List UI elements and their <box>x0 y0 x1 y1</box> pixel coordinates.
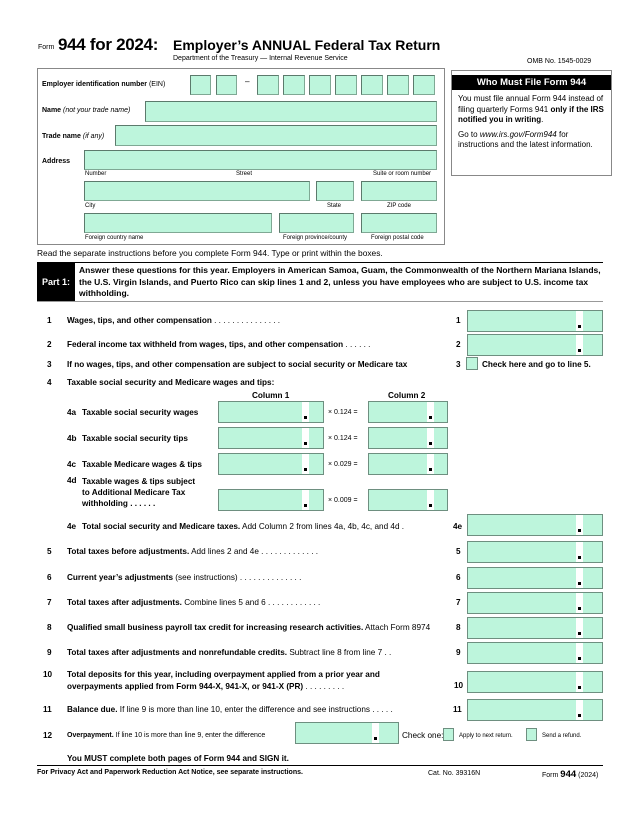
line-1-amount-input[interactable] <box>467 310 603 332</box>
form-number: 944 for 2024: <box>58 35 159 54</box>
check-one-label: Check one: <box>402 731 444 740</box>
decimal-point <box>304 416 307 419</box>
decimal-point <box>578 325 581 328</box>
state-input[interactable] <box>316 181 354 201</box>
line-box-number: 1 <box>456 316 461 325</box>
line-10-amount-input[interactable] <box>467 671 603 693</box>
read-instructions: Read the separate instructions before you complete Form 944. Type or print within the boxes. <box>37 248 383 258</box>
line10-box-number: 10 <box>454 681 464 690</box>
line-number: 8 <box>47 623 52 632</box>
ein-digit-4[interactable] <box>283 75 305 95</box>
ein-label: Employer identification number (EIN) <box>42 81 166 88</box>
name-label: Name (not your trade name) <box>42 107 131 114</box>
divider <box>37 262 603 263</box>
foreign-country-input[interactable] <box>84 213 272 233</box>
line-4d-column2-input[interactable] <box>368 489 448 511</box>
ein-digit-5[interactable] <box>309 75 331 95</box>
apply-label: Apply to next return. <box>459 733 513 739</box>
cents-separator <box>576 568 583 588</box>
line-2-amount-input[interactable] <box>467 334 603 356</box>
foreign-postal-label: Foreign postal code <box>371 235 424 241</box>
decimal-point <box>578 657 581 660</box>
street-label: Street <box>236 171 253 177</box>
divider <box>37 765 603 766</box>
trade-name-label: Trade name (if any) <box>42 133 105 140</box>
line-box-number: 6 <box>456 573 461 582</box>
ein-digit-7[interactable] <box>361 75 383 95</box>
ein-digit-9[interactable] <box>413 75 435 95</box>
line-4c-column1-input[interactable] <box>218 453 324 475</box>
line3-box-number: 3 <box>456 360 461 369</box>
cents-separator <box>372 723 379 743</box>
cents-separator <box>576 618 583 638</box>
line-5-amount-input[interactable] <box>467 541 603 563</box>
decimal-point <box>578 686 581 689</box>
line-box-number: 7 <box>456 598 461 607</box>
line-12-overpayment-input[interactable] <box>295 722 399 744</box>
foreign-province-label: Foreign province/county <box>283 235 348 241</box>
line-text: Wages, tips, and other compensation . . . . . . . . . . . . . . . <box>67 316 281 325</box>
decimal-point <box>374 737 377 740</box>
line-4b-label: Taxable social security tips <box>82 434 188 443</box>
line-text: Total taxes after adjustments. Combine lines 5 and 6 . . . . . . . . . . . . <box>67 598 321 607</box>
cents-separator <box>427 402 434 422</box>
street-address-input[interactable] <box>84 150 437 170</box>
city-input[interactable] <box>84 181 310 201</box>
line-number: 6 <box>47 573 52 582</box>
decimal-point <box>429 442 432 445</box>
cents-separator <box>576 515 583 535</box>
zip-input[interactable] <box>361 181 437 201</box>
cents-separator <box>302 454 309 474</box>
line4e-box-number: 4e <box>453 522 463 531</box>
foreign-postal-input[interactable] <box>361 213 437 233</box>
line3-text: If no wages, tips, and other compensation are subject to social security or Medicare tax <box>67 360 408 369</box>
line-4a-id: 4a <box>67 408 77 417</box>
line-text: Total taxes before adjustments. Add lines 2 and 4e . . . . . . . . . . . . . <box>67 547 319 556</box>
decimal-point <box>578 632 581 635</box>
cents-separator <box>576 643 583 663</box>
ein-digit-8[interactable] <box>387 75 409 95</box>
who-must-file-link-text: Go to www.irs.gov/Form944 for instructions and the latest information. <box>458 129 593 149</box>
who-must-file-title: Who Must File Form 944 <box>452 75 611 90</box>
line-box-number: 8 <box>456 623 461 632</box>
refund-label: Send a refund. <box>542 733 582 739</box>
decimal-point <box>578 529 581 532</box>
decimal-point <box>429 416 432 419</box>
line-4a-column1-input[interactable] <box>218 401 324 423</box>
line-text: Balance due. If line 9 is more than line 10, enter the difference and see instructions . . . . . <box>67 705 393 714</box>
catalog-number: Cat. No. 39316N <box>428 770 481 777</box>
line-9-amount-input[interactable] <box>467 642 603 664</box>
decimal-point <box>578 582 581 585</box>
line-text: Qualified small business payroll tax credit for increasing research activities. Attach Form 8974 <box>67 623 431 632</box>
cents-separator <box>576 335 583 355</box>
irs-link[interactable]: www.irs.gov/Form944 <box>479 129 557 139</box>
line-4b-rate: × 0.124 = <box>328 435 358 442</box>
must-sign-notice: You MUST complete both pages of Form 944 and SIGN it. <box>67 754 289 763</box>
line-number: 9 <box>47 648 52 657</box>
line-text: Current year’s adjustments (see instructions) . . . . . . . . . . . . . . <box>67 573 302 582</box>
city-label: City <box>85 203 96 209</box>
line-4b-column1-input[interactable] <box>218 427 324 449</box>
cents-separator <box>302 490 309 510</box>
divider <box>37 301 603 302</box>
line4e-text: Total social security and Medicare taxes. Add Column 2 from lines 4a, 4b, 4c, and 4d . <box>82 522 405 531</box>
line10-text: Total deposits for this year, including overpayment applied from a prior year and overpayments applied from Form 944-X, 941-X, or 941-X (PR) . . . . . . . . . <box>67 670 380 691</box>
cents-separator <box>576 593 583 613</box>
cents-separator <box>302 402 309 422</box>
line-box-number: 11 <box>453 705 462 714</box>
line-number: 5 <box>47 547 52 556</box>
ein-digit-1[interactable] <box>190 75 211 95</box>
line3-check-label: Check here and go to line 5. <box>482 360 591 369</box>
decimal-point <box>429 504 432 507</box>
line-number: 7 <box>47 598 52 607</box>
line-number: 10 <box>43 670 53 679</box>
department: Department of the Treasury — Internal Revenue Service <box>173 55 348 62</box>
foreign-country-label: Foreign country name <box>85 235 144 241</box>
column2-header: Column 2 <box>388 391 426 400</box>
line4-text: Taxable social security and Medicare wages and tips: <box>67 378 275 387</box>
decimal-point <box>304 442 307 445</box>
line-box-number: 5 <box>456 547 461 556</box>
cents-separator <box>427 428 434 448</box>
decimal-point <box>429 468 432 471</box>
line-4a-column2-input[interactable] <box>368 401 448 423</box>
line-box-number: 2 <box>456 340 461 349</box>
line-4b-id: 4b <box>67 434 77 443</box>
line-number: 1 <box>47 316 52 325</box>
cents-separator <box>576 542 583 562</box>
line-number: 11 <box>43 705 52 714</box>
zip-label: ZIP code <box>387 203 411 209</box>
line-4b-column2-input[interactable] <box>368 427 448 449</box>
decimal-point <box>578 714 581 717</box>
line-4a-rate: × 0.124 = <box>328 409 358 416</box>
line-7-amount-input[interactable] <box>467 592 603 614</box>
line-11-amount-input[interactable] <box>467 699 603 721</box>
form-word: Form <box>38 44 55 51</box>
cents-separator <box>576 700 583 720</box>
line-number: 4 <box>47 378 52 387</box>
number-label: Number <box>85 171 107 177</box>
apply-to-next-return-checkbox[interactable] <box>443 728 454 741</box>
line4d-label: Taxable wages & tips subject to Additional Medicare Tax withholding . . . . . . <box>82 477 196 508</box>
part1-instructions: Answer these questions for this year. Employers in American Samoa, Guam, the Commonwealth of the Northern Mariana Islands, the U.S. Virgin Islands, and Puerto Rico can skip lines 1 and 2, unless you have employees who are subject to U.S. income tax withholding. <box>79 265 601 298</box>
line-4c-column2-input[interactable] <box>368 453 448 475</box>
address-label: Address <box>42 158 71 165</box>
cents-separator <box>576 672 583 692</box>
line-8-amount-input[interactable] <box>467 617 603 639</box>
ein-digit-6[interactable] <box>335 75 357 95</box>
cents-separator <box>427 454 434 474</box>
name-input[interactable] <box>145 101 437 122</box>
line3-checkbox[interactable] <box>466 357 478 370</box>
decimal-point <box>578 556 581 559</box>
line-4c-id: 4c <box>67 460 77 469</box>
suite-label: Suite or room number <box>373 171 432 177</box>
part1-label: Part 1: <box>37 263 75 301</box>
omb-number: OMB No. 1545-0029 <box>527 58 592 65</box>
ein-dash: – <box>245 77 250 86</box>
who-must-file-text: You must file annual Form 944 instead of filing quarterly Forms 941 only if the IRS notified you in writing. <box>458 94 604 124</box>
ein-digit-3[interactable] <box>257 75 279 95</box>
line-4d-rate: × 0.009 = <box>328 497 358 504</box>
cents-separator <box>576 311 583 331</box>
cents-separator <box>302 428 309 448</box>
trade-name-input[interactable] <box>115 125 437 146</box>
state-label: State <box>327 203 342 209</box>
decimal-point <box>304 468 307 471</box>
line4d-id: 4d <box>67 476 77 485</box>
column1-header: Column 1 <box>252 391 290 400</box>
decimal-point <box>578 607 581 610</box>
line-number: 2 <box>47 340 52 349</box>
footer-form-id: Form 944 (2024) <box>542 769 599 780</box>
line-text: Federal income tax withheld from wages, tips, and other compensation . . . . . . <box>67 340 371 349</box>
line4e-id: 4e <box>67 522 77 531</box>
line-4d-column1-input[interactable] <box>218 489 324 511</box>
line-box-number: 9 <box>456 648 461 657</box>
line-4c-label: Taxable Medicare wages & tips <box>82 460 202 469</box>
decimal-point <box>578 349 581 352</box>
send-refund-checkbox[interactable] <box>526 728 537 741</box>
line-6-amount-input[interactable] <box>467 567 603 589</box>
ein-digit-2[interactable] <box>216 75 237 95</box>
line-number: 3 <box>47 360 52 369</box>
line-4e-amount-input[interactable] <box>467 514 603 536</box>
line12-text: Overpayment. If line 10 is more than line 9, enter the difference <box>67 732 266 739</box>
page-title: Employer’s ANNUAL Federal Tax Return <box>173 37 441 53</box>
who-must-file-box <box>451 70 612 176</box>
line-number: 12 <box>43 731 53 740</box>
line-4c-rate: × 0.029 = <box>328 461 358 468</box>
line-text: Total taxes after adjustments and nonrefundable credits. Subtract line 8 from line 7 . . <box>67 648 392 657</box>
decimal-point <box>304 504 307 507</box>
foreign-province-input[interactable] <box>279 213 354 233</box>
cents-separator <box>427 490 434 510</box>
line-4a-label: Taxable social security wages <box>82 408 199 417</box>
privacy-notice: For Privacy Act and Paperwork Reduction Act Notice, see separate instructions. <box>37 769 303 776</box>
